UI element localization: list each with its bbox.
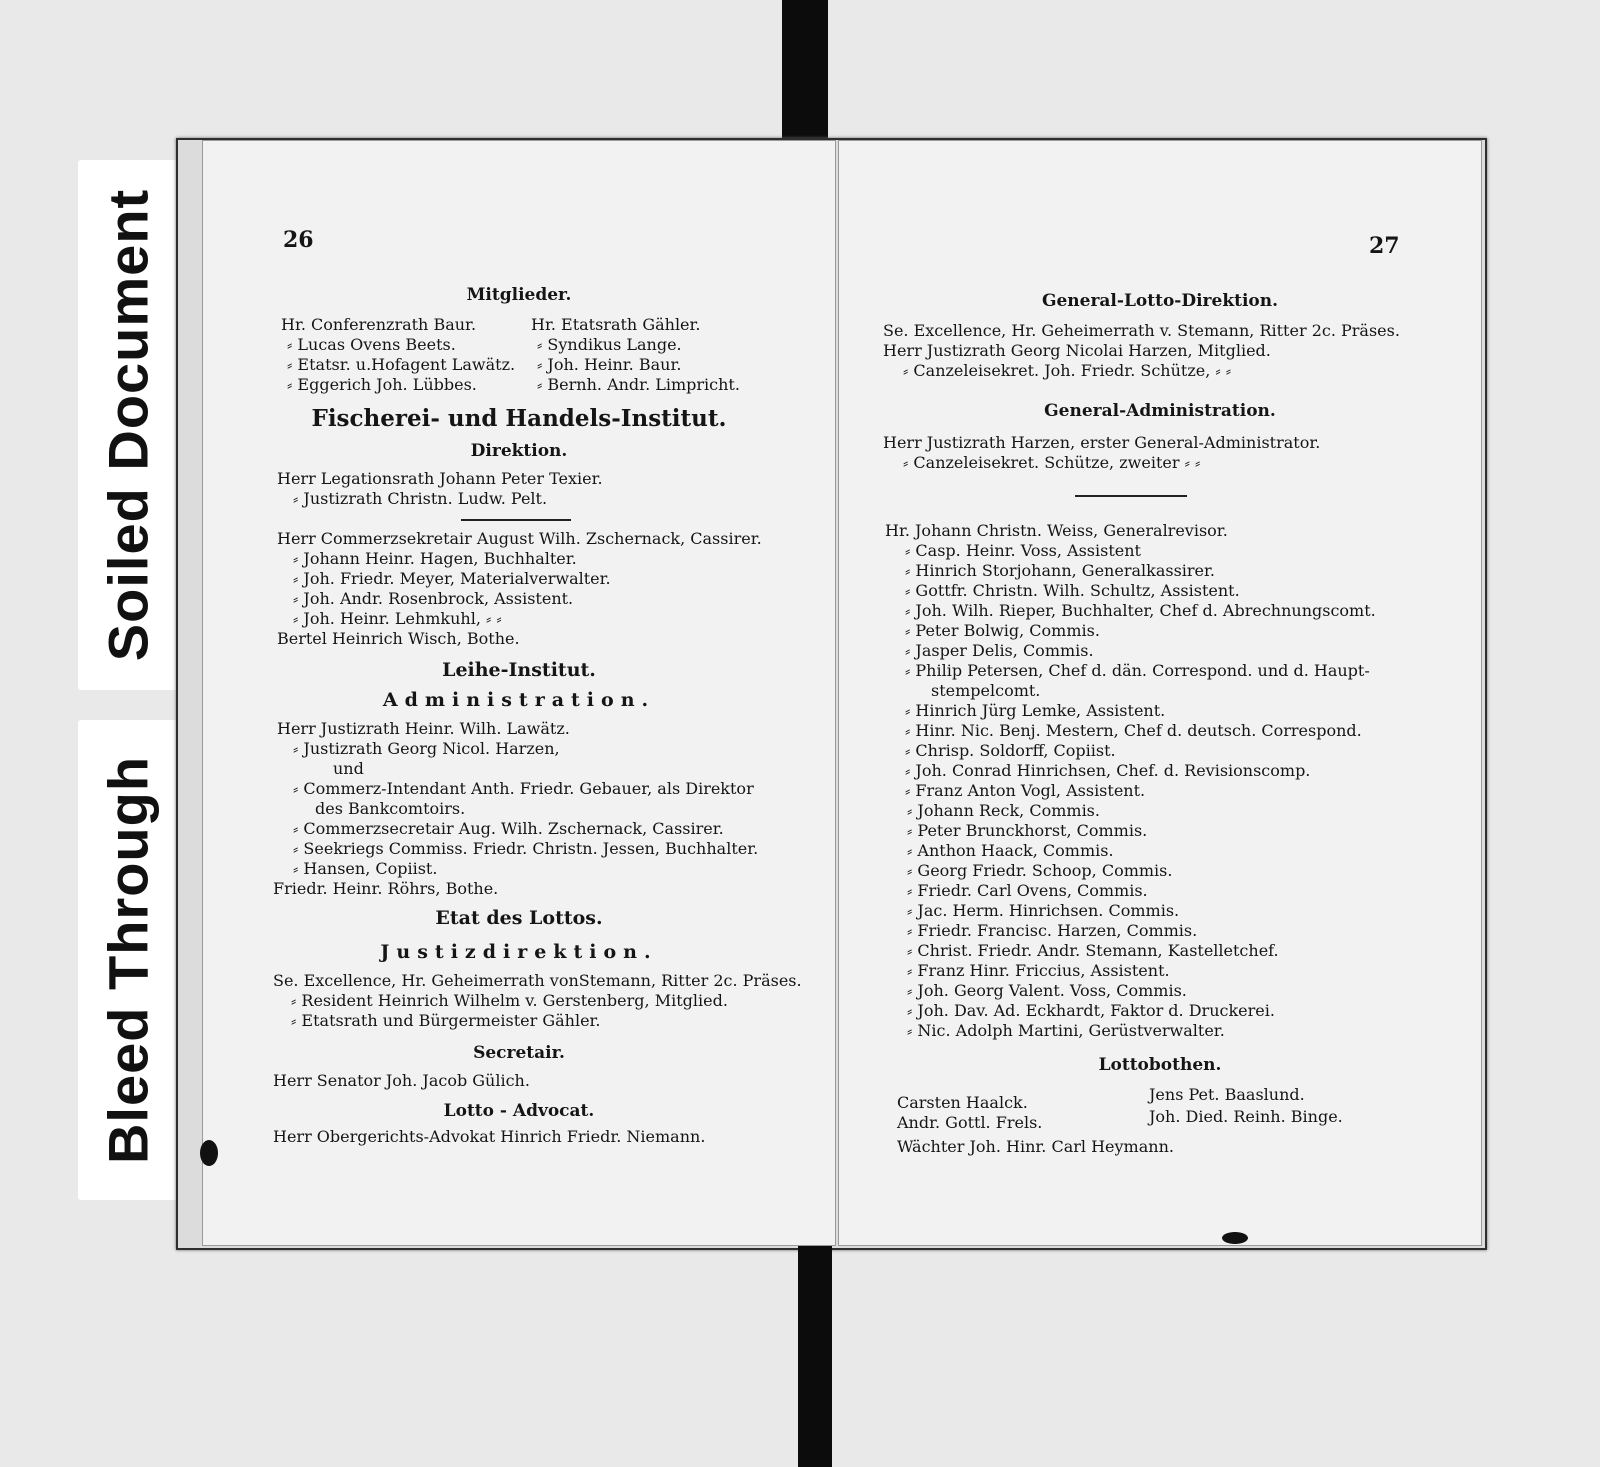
administration-line: des Bankcomtoirs. [315, 799, 466, 818]
lottobothe-line: Carsten Haalck. [897, 1093, 1028, 1112]
administration-line: Herr Justizrath Heinr. Wilh. Lawätz. [277, 719, 570, 738]
staff-line: ⸗ Friedr. Carl Ovens, Commis. [907, 881, 1148, 900]
advocat-heading: Lotto - Advocat. [443, 1101, 595, 1121]
staff-line: ⸗ Hinr. Nic. Benj. Mestern, Chef d. deutsch. Correspond. [905, 721, 1362, 740]
fischerei-heading: Fischerei- und Handels-Institut. [311, 405, 727, 432]
staff-line: ⸗ Hinrich Jürg Lemke, Assistent. [905, 701, 1166, 720]
soiled-document-label [78, 160, 178, 690]
ink-blot [1222, 1232, 1248, 1244]
binding-strip-top [782, 0, 828, 140]
secretair-heading: Secretair. [473, 1043, 565, 1063]
direktion-heading: Direktion. [470, 441, 568, 461]
administration-line: ⸗ Commerzsecretair Aug. Wilh. Zschernack, Cassirer. [293, 819, 724, 838]
justizdirektion-line: Se. Excellence, Hr. Geheimerrath vonStemann, Ritter 2c. Präses. [273, 971, 802, 990]
lottobothe-line: Andr. Gottl. Frels. [897, 1113, 1043, 1132]
direktion-line: Herr Legationsrath Johann Peter Texier. [277, 469, 603, 488]
waechter-line: Wächter Joh. Hinr. Carl Heymann. [897, 1137, 1174, 1156]
staff-line: ⸗ Joh. Friedr. Meyer, Materialverwalter. [293, 569, 611, 588]
member-line: Hr. Conferenzrath Baur. [281, 315, 477, 334]
staff-line: ⸗ Joh. Georg Valent. Voss, Commis. [907, 981, 1187, 1000]
member-line: ⸗ Eggerich Joh. Lübbes. [287, 375, 477, 394]
member-line: ⸗ Lucas Ovens Beets. [287, 335, 456, 354]
bleed-through-text: Bleed Through [96, 755, 160, 1165]
staff-line: ⸗ Georg Friedr. Schoop, Commis. [907, 861, 1173, 880]
staff-line: Hr. Johann Christn. Weiss, Generalrevisor. [885, 521, 1228, 540]
general-direktion-line: Herr Justizrath Georg Nicolai Harzen, Mitglied. [883, 341, 1271, 360]
general-direktion-heading: General-Lotto-Direktion. [1041, 291, 1279, 311]
staff-line: ⸗ Joh. Andr. Rosenbrock, Assistent. [293, 589, 574, 608]
staff-line: ⸗ Johann Reck, Commis. [907, 801, 1100, 820]
general-direktion-line: ⸗ Canzeleisekret. Joh. Friedr. Schütze, ⸗ ⸗ [903, 361, 1232, 380]
staff-line: ⸗ Peter Brunckhorst, Commis. [907, 821, 1148, 840]
member-line: ⸗ Syndikus Lange. [537, 335, 682, 354]
staff-line: Herr Commerzsekretair August Wilh. Zschernack, Cassirer. [277, 529, 762, 548]
administration-line: und [333, 759, 364, 778]
lottobothen-heading: Lottobothen. [1098, 1055, 1222, 1075]
member-line: ⸗ Joh. Heinr. Baur. [537, 355, 682, 374]
administration-line: ⸗ Justizrath Georg Nicol. Harzen, [293, 739, 560, 758]
left-page [202, 140, 836, 1246]
staff-line: ⸗ Philip Petersen, Chef d. dän. Correspond. und d. Haupt- [905, 661, 1370, 680]
ink-blot [200, 1140, 218, 1166]
soiled-document-text: Soiled Document [96, 188, 160, 662]
direktion-line: ⸗ Justizrath Christn. Ludw. Pelt. [293, 489, 548, 508]
mitglieder-heading: Mitglieder. [466, 285, 572, 305]
general-direktion-line: Se. Excellence, Hr. Geheimerrath v. Stemann, Ritter 2c. Präses. [883, 321, 1400, 340]
etat-heading: Etat des Lottos. [435, 907, 603, 929]
staff-line: ⸗ Casp. Heinr. Voss, Assistent [905, 541, 1141, 560]
staff-line: ⸗ Hinrich Storjohann, Generalkassirer. [905, 561, 1215, 580]
general-admin-heading: General-Administration. [1044, 401, 1276, 421]
staff-line: stempelcomt. [931, 681, 1041, 700]
general-admin-line: Herr Justizrath Harzen, erster General-Administrator. [883, 433, 1321, 452]
staff-line: ⸗ Joh. Conrad Hinrichsen, Chef. d. Revisionscomp. [905, 761, 1311, 780]
leihe-heading: Leihe-Institut. [442, 659, 596, 681]
member-line: ⸗ Bernh. Andr. Limpricht. [537, 375, 740, 394]
staff-line: ⸗ Nic. Adolph Martini, Gerüstverwalter. [907, 1021, 1225, 1040]
staff-line: ⸗ Anthon Haack, Commis. [907, 841, 1114, 860]
staff-line: ⸗ Franz Hinr. Friccius, Assistent. [907, 961, 1170, 980]
member-line: Hr. Etatsrath Gähler. [531, 315, 701, 334]
staff-line: Bertel Heinrich Wisch, Bothe. [277, 629, 520, 648]
section-divider [461, 519, 571, 521]
staff-line: ⸗ Johann Heinr. Hagen, Buchhalter. [293, 549, 577, 568]
justizdirektion-heading: Justizdirektion. [380, 941, 658, 963]
administration-line: Friedr. Heinr. Röhrs, Bothe. [273, 879, 499, 898]
section-divider [1075, 495, 1187, 497]
secretair-line: Herr Senator Joh. Jacob Gülich. [273, 1071, 530, 1090]
administration-line: ⸗ Hansen, Copiist. [293, 859, 438, 878]
general-admin-line: ⸗ Canzeleisekret. Schütze, zweiter ⸗ ⸗ [903, 453, 1201, 472]
bleed-through-label [78, 720, 178, 1200]
staff-line: ⸗ Chrisp. Soldorff, Copiist. [905, 741, 1116, 760]
advocat-line: Herr Obergerichts-Advokat Hinrich Friedr. Niemann. [273, 1127, 706, 1146]
staff-line: ⸗ Joh. Wilh. Rieper, Buchhalter, Chef d. Abrechnungscomt. [905, 601, 1376, 620]
administration-heading: Administration. [382, 689, 656, 711]
page-number: 26 [283, 227, 314, 253]
page-number: 27 [1369, 233, 1400, 259]
administration-line: ⸗ Commerz-Intendant Anth. Friedr. Gebauer, als Direktor [293, 779, 754, 798]
justizdirektion-line: ⸗ Resident Heinrich Wilhelm v. Gerstenberg, Mitglied. [291, 991, 728, 1010]
staff-line: ⸗ Peter Bolwig, Commis. [905, 621, 1100, 640]
staff-line: ⸗ Franz Anton Vogl, Assistent. [905, 781, 1146, 800]
staff-line: ⸗ Joh. Heinr. Lehmkuhl, ⸗ ⸗ [293, 609, 502, 628]
lottobothe-line: Joh. Died. Reinh. Binge. [1149, 1107, 1343, 1126]
staff-line: ⸗ Joh. Dav. Ad. Eckhardt, Faktor d. Druckerei. [907, 1001, 1275, 1020]
right-page [838, 140, 1482, 1246]
staff-line: ⸗ Gottfr. Christn. Wilh. Schultz, Assistent. [905, 581, 1240, 600]
staff-line: ⸗ Jac. Herm. Hinrichsen. Commis. [907, 901, 1180, 920]
member-line: ⸗ Etatsr. u.Hofagent Lawätz. [287, 355, 516, 374]
staff-line: ⸗ Jasper Delis, Commis. [905, 641, 1094, 660]
binding-strip-bottom [798, 1244, 832, 1467]
justizdirektion-line: ⸗ Etatsrath und Bürgermeister Gähler. [291, 1011, 601, 1030]
staff-line: ⸗ Christ. Friedr. Andr. Stemann, Kastelletchef. [907, 941, 1279, 960]
administration-line: ⸗ Seekriegs Commiss. Friedr. Christn. Jessen, Buchhalter. [293, 839, 759, 858]
lottobothe-line: Jens Pet. Baaslund. [1149, 1085, 1305, 1104]
staff-line: ⸗ Friedr. Francisc. Harzen, Commis. [907, 921, 1198, 940]
